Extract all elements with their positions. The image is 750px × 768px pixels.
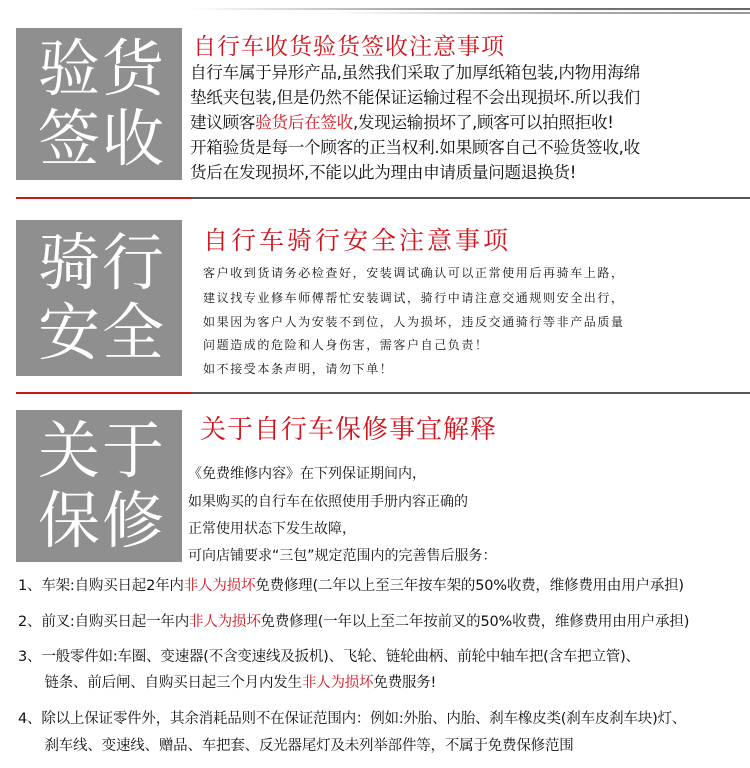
badge-char: 行 [102,226,165,299]
section3-intro-line: 正常使用状态下发生故障， [188,521,356,537]
section3-intro-line: 《免费维修内容》在下列保证期间内， [188,466,426,482]
badge-safety [16,220,182,376]
highlight-text: 非人为损坏 [189,614,261,630]
section2-line: 问题造成的危险和人身伤害，需客户自己负责！ [203,338,489,352]
section2-line: 建议找专业修车师傅帮忙安装调试，骑行中请注意交通规则安全出行， [203,291,625,305]
top-rule-dark [190,8,750,10]
warranty-item-fork: 2、前叉:自购买日起一年内非人为损坏免费修理(一年以上至二年按前叉的50%收费，维修费用由用户承担) [18,614,690,630]
badge-char: 骑 [38,226,101,299]
highlight-text: 非人为损坏 [301,675,374,691]
badge-char: 保 [38,484,101,557]
section3-title: 关于自行车保修事宜解释 [200,415,498,445]
warranty-item-parts-cont: 链条、前后闸、自购买日起三个月内发生非人为损坏免费服务! [18,675,437,691]
section2-line: 如不接受本条声明，请勿下单！ [203,362,394,376]
section2-title: 自行车骑行安全注意事项 [203,226,512,255]
section2-line: 客户收到货请务必检查好，安装调试确认可以正常使用后再骑车上路， [203,266,625,280]
badge-char: 收 [102,102,165,175]
badge-char: 关 [38,414,101,487]
top-rule-light [330,12,750,14]
section1-line: 自行车属于异形产品,虽然我们采取了加厚纸箱包装,内物用海绵 [190,63,640,82]
badge-char: 安 [38,296,101,369]
badge-char: 全 [102,296,165,369]
badge-warranty [16,410,182,562]
highlight-text: 验货后在签收 [255,113,353,132]
warranty-item-frame: 1、车架:自购买日起2年内非人为损坏免费修理(二年以上至三年按车架的50%收费，维修费用由用户承担) [18,578,684,594]
badge-char: 修 [102,484,165,557]
badge-char: 货 [102,32,165,105]
warranty-item-parts: 3、一般零件如:车圈、变速器(不含变速线及扳机)、飞轮、链轮曲柄、前轮中轴车把(含车把立管)、 [18,649,640,665]
section1-line: 开箱验货是每一个顾客的正当权利.如果顾客自己不验货签收,收 [190,138,640,157]
section1-title: 自行车收货验货签收注意事项 [193,34,505,60]
highlight-text: 非人为损坏 [183,578,256,594]
section1-line: 货后在发现损坏,不能以此为理由申请质量问题退换货! [190,163,577,182]
warranty-item-consumables-cont: 刹车线、变速线、赠品、车把套、反光器尾灯及未列举部件等，不属于免费保修范围 [18,738,574,754]
section1-line: 垫纸夹包装,但是仍然不能保证运输过程不会出现损坏.所以我们 [190,88,640,107]
badge-inspection [16,28,182,180]
section-divider [16,392,750,394]
warranty-item-consumables: 4、除以上保证零件外，其余消耗品则不在保证范围内：例如:外胎、内胎、刹车橡皮类(刹车皮刹车块)灯、 [18,711,687,727]
section3-intro-line: 可向店铺要求“三包”规定范围内的完善售后服务： [188,548,497,564]
badge-char: 签 [38,102,101,175]
section1-line: 建议顾客验货后在签收,发现运输损坏了,顾客可以拍照拒收! [190,113,614,132]
badge-char: 于 [102,414,165,487]
section-divider [16,197,750,199]
section3-intro-line: 如果购买的自行车在依照使用手册内容正确的 [188,494,468,510]
top-decoration [0,0,750,20]
section2-line: 如果因为客户人为安装不到位，人为损坏，违反交通骑行等非产品质量 [203,315,625,329]
badge-char: 验 [38,32,101,105]
